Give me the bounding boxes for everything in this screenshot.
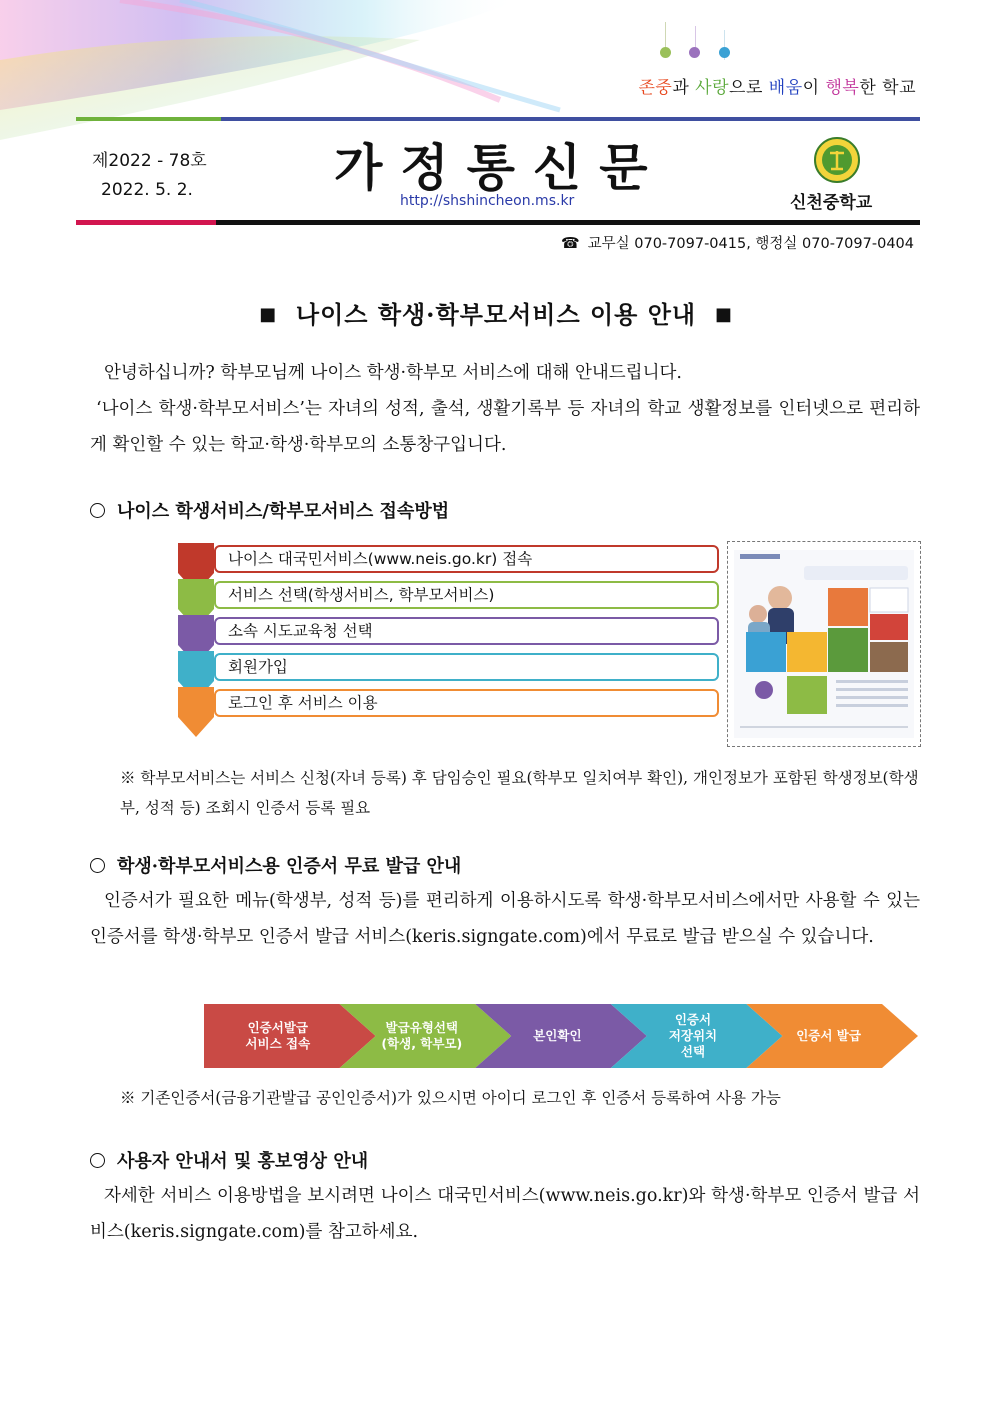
decor-dot-green	[660, 47, 671, 58]
slogan-segment: 이	[802, 78, 826, 98]
flow-step-label	[497, 1028, 618, 1044]
header-rule	[221, 117, 920, 121]
section-heading-certificate	[90, 852, 461, 878]
access-note: ※ 학부모서비스는 서비스 신청(자녀 등록) 후 담임승인 필요(학부모 일치여부 확인), 개인정보가 포함된 학생정보(학생부, 성적 등) 조회시 인증서 등록 필요	[120, 769, 919, 817]
flow-step-text: 인증서	[674, 1012, 712, 1027]
flow-step-text: 본인확인	[533, 1028, 582, 1043]
slogan-segment: 행복	[825, 78, 860, 98]
issue-number: 제2022 - 78호	[92, 151, 207, 171]
newsletter-title: 가정통신문	[334, 139, 666, 197]
flow-step-label	[361, 1020, 482, 1052]
square-bullet-icon: ■	[259, 304, 278, 325]
step-box: 서비스 선택(학생서비스, 학부모서비스)	[214, 581, 719, 609]
section-heading-access	[90, 497, 449, 523]
neis-website-image	[727, 541, 921, 747]
section-heading-text: 사용자 안내서 및 홍보영상 안내	[117, 1151, 369, 1172]
flow-step-text: 서비스 접속	[245, 1036, 311, 1051]
step-box: 회원가입	[214, 653, 719, 681]
notice-title	[0, 295, 992, 330]
slogan-segment: 배움	[768, 78, 803, 98]
slogan-segment: 존중	[638, 78, 673, 98]
decor-dot-purple	[689, 47, 700, 58]
circle-bullet-icon	[90, 1153, 105, 1168]
header-rule	[76, 220, 216, 225]
slogan-segment: 사랑	[695, 78, 730, 98]
circle-bullet-icon	[90, 858, 105, 873]
step-chevron-icon	[178, 687, 218, 743]
school-name: 신천중학교	[790, 193, 873, 213]
step-box: 로그인 후 서비스 이용	[214, 689, 719, 717]
contact-text: 교무실 070-7097-0415, 행정실 070-7097-0404	[587, 236, 914, 252]
flow-step-text: 저장위치	[668, 1028, 718, 1043]
access-steps	[178, 543, 724, 743]
section-heading-text: 학생·학부모서비스용 인증서 무료 발급 안내	[117, 856, 462, 877]
section-heading-guide	[90, 1147, 368, 1173]
slogan-segment: 과	[672, 78, 696, 98]
guide-paragraph: 자세한 서비스 이용방법을 보시려면 나이스 대국민서비스(www.neis.go.kr)와 학생·학부모 인증서 발급 서비스(keris.signgate.com)를 참고하세요.	[90, 1186, 920, 1242]
flow-step-label	[632, 1012, 753, 1060]
flow-step-text: 발급유형선택	[385, 1020, 458, 1035]
section-heading-text: 나이스 학생서비스/학부모서비스 접속방법	[117, 501, 450, 522]
slogan-segment: 한 학교	[859, 78, 916, 98]
flow-step-text: 인증서 발급	[796, 1028, 861, 1043]
flow-step-text: 인증서발급	[247, 1020, 308, 1035]
slogan-segment: 으로	[729, 78, 769, 98]
flow-step-label	[210, 1020, 346, 1052]
decor-dot-blue	[719, 47, 730, 58]
issue-date: 2022. 5. 2.	[101, 180, 193, 200]
header-rule	[216, 220, 920, 225]
intro-line: 안녕하십니까? 학부모님께 나이스 학생·학부모 서비스에 대해 안내드립니다.	[104, 363, 682, 383]
square-bullet-icon: ■	[714, 304, 733, 325]
phone-icon: ☎	[560, 234, 580, 252]
flow-step-label	[768, 1028, 889, 1044]
intro-line: ‘나이스 학생·학부모서비스’는 자녀의 성적, 출석, 생활기록부 등 자녀의 학교 생활정보를 인터넷으로 편리하게 확인할 수 있는 학교·학생·학부모의 소통창구입니다.	[90, 399, 920, 455]
certificate-issue-flow	[204, 1004, 918, 1068]
school-url-link[interactable]: http://shshincheon.ms.kr	[400, 193, 575, 209]
circle-bullet-icon	[90, 503, 105, 518]
school-emblem-icon	[814, 137, 860, 183]
contact-info	[561, 232, 914, 253]
header-rule	[76, 117, 221, 121]
certificate-note: ※ 기존인증서(금융기관발급 공인인증서)가 있으시면 아이디 로그인 후 인증서 등록하여 사용 가능	[120, 1089, 781, 1107]
intro-paragraph	[90, 355, 920, 463]
certificate-paragraph: 인증서가 필요한 메뉴(학생부, 성적 등)를 편리하게 이용하시도록 학생·학부모서비스에서만 사용할 수 있는 인증서를 학생·학부모 인증서 발급 서비스(keris.signgate.com)에서 무료로 발급 받으실 수 있습니다.	[90, 891, 920, 947]
step-box: 소속 시도교육청 선택	[214, 617, 719, 645]
step-box: 나이스 대국민서비스(www.neis.go.kr) 접속	[214, 545, 719, 573]
flow-step-text: 선택	[680, 1044, 706, 1059]
notice-title-text: 나이스 학생·학부모서비스 이용 안내	[295, 300, 697, 329]
flow-step-text: (학생, 학부모)	[381, 1036, 463, 1051]
school-slogan	[638, 73, 916, 98]
